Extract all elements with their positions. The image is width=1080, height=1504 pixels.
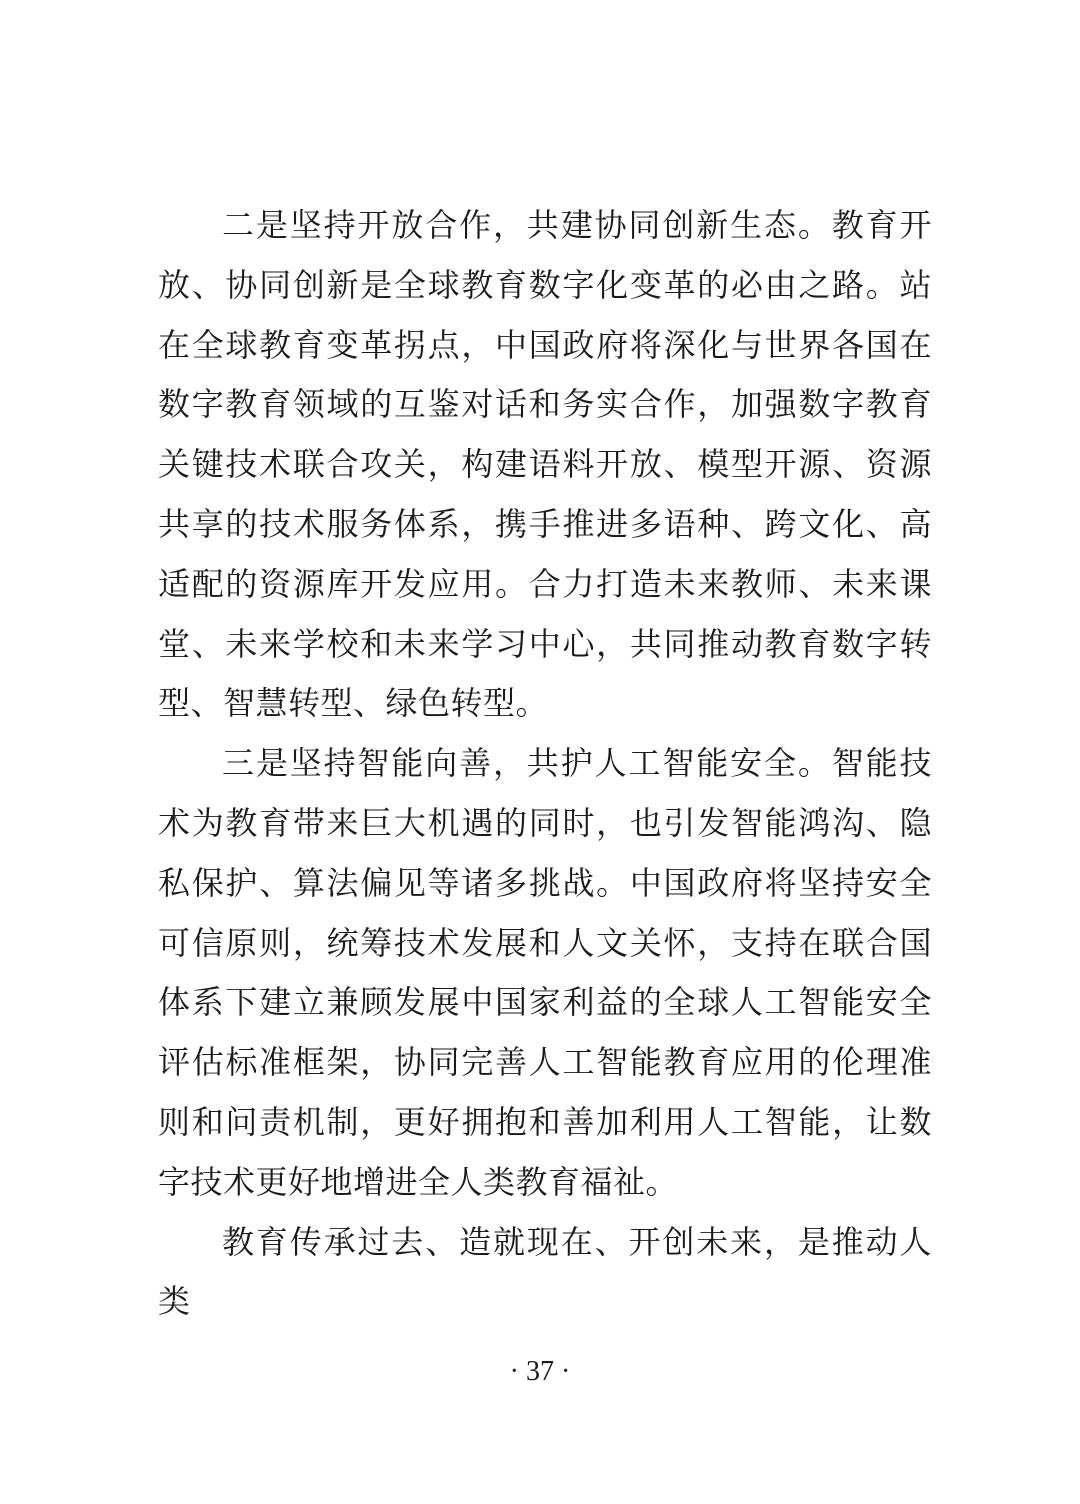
body-text xyxy=(158,196,932,1332)
paragraph-education-future: 教育传承过去、造就现在、开创未来，是推动人类 xyxy=(158,1222,932,1321)
paragraph-open-cooperation: 二是坚持开放合作，共建协同创新生态。教育开放、协同创新是全球教育数字化变革的必由之路。站在全球教育变革拐点，中国政府将深化与世界各国在数字教育领域的互鉴对话和务实合作，加强数字教育关键技术联合攻关，构建语料开放、模型开源、资源共享的技术服务体系，携手推进多语种、跨文化、高适配的资源库开发应用。合力打造未来教师、未来课堂、未来学校和未来学习中心，共同推动教育数字转型、智慧转型、绿色转型。 xyxy=(158,206,932,723)
page-number: · 37 · xyxy=(509,1356,571,1387)
paragraph-ai-safety: 三是坚持智能向善，共护人工智能安全。智能技术为教育带来巨大机遇的同时，也引发智能鸿沟、隐私保护、算法偏见等诸多挑战。中国政府将坚持安全可信原则，统筹技术发展和人文关怀，支持在联合国体系下建立兼顾发展中国家利益的全球人工智能安全评估标准框架，协同完善人工智能教育应用的伦理准则和问责机制，更好拥抱和善加利用人工智能，让数字技术更好地增进全人类教育福祉。 xyxy=(158,744,932,1201)
